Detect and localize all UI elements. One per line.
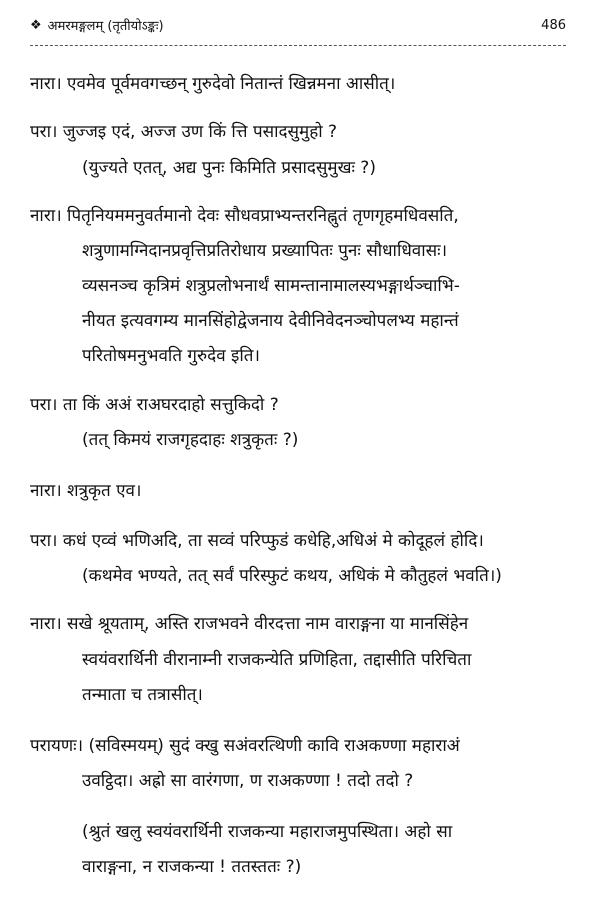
text-line: परायणः। (सविस्मयम्) सुदं क्खु सअंवरत्थिणी कावि राअकण्णा महाराअं (30, 736, 460, 756)
text-line: परा। कधं एव्वं भणिअदि, ता सव्वं परिप्फुडं कधेहि,अधिअं मे कोदूहलं होदि। (30, 531, 484, 551)
text-line: परितोषमनुभवति गुरुदेव इति। (82, 346, 260, 366)
text-line: (तत् किमयं राजगृहदाहः शत्रुकृतः ?) (82, 430, 299, 450)
text-line: नारा। शत्रुकृत एव। (30, 481, 142, 501)
text-line: व्यसनञ्च कृत्रिमं शत्रुप्रलोभनार्थं सामन्तानामालस्यभङ्गार्थञ्चाभि- (82, 276, 460, 296)
text-line: (युज्यते एतत्, अद्य पुनः किमिति प्रसादसुमुखः ?) (82, 158, 376, 178)
text-line: (श्रुतं खलु स्वयंवरार्थिनी राजकन्या महाराजमुपस्थिता। अहो सा (82, 822, 453, 842)
text-line: उवट्ठिदा। अह्रो सा वारंगणा, ण राअकण्णा ! तदो तदो ? (82, 771, 414, 791)
text-line: नारा। सखे श्रूयताम्, अस्ति राजभवने वीरदत्ता नाम वाराङ्गना या मानसिंहेन (30, 614, 469, 634)
ornament-bullet-icon: ❖ (30, 17, 42, 33)
text-line: वाराङ्गना, न राजकन्या ! ततस्ततः ?) (82, 857, 302, 877)
text-line: परा। जुज्जइ एदं, अज्ज उण किं त्ति पसादसुमुहो ? (30, 122, 338, 142)
running-title: अमरमङ्गलम् (तृतीयोऽङ्कः) (47, 19, 164, 34)
text-line: नारा। पितृनियममनुवर्तमानो देवः सौधवप्राभ्यन्तरनिह्नुतं तृणगृहमधिवसति, (30, 206, 459, 226)
text-line: स्वयंवरार्थिनी वीरानाम्नी राजकन्येति प्रणिहिता, तद्दासीति परिचिता (82, 650, 472, 670)
text-line: (कथमेव भण्यते, तत् सर्वं परिस्फुटं कथय, अधिकं मे कौतुहलं भवति।) (82, 566, 502, 586)
text-line: नारा। एवमेव पूर्वमवगच्छन् गुरुदेवो नितान्तं खिन्नमना आसीत्। (30, 74, 396, 94)
text-line: तन्माता च तत्रासीत्। (82, 685, 203, 705)
page-number: 486 (541, 17, 566, 33)
text-line: परा। ता किं अअं राअघरदाहो सत्तुकिदो ? (30, 395, 279, 415)
text-line: नीयत इत्यवगम्य मानसिंहोद्वेजनाय देवीनिवेदनञ्चोपलभ्य महान्तं (82, 311, 459, 331)
text-line: शत्रुणामग्निदानप्रवृत्तिप्रतिरोधाय प्रख्यापितः पुनः सौधाधिवासः। (82, 241, 448, 261)
